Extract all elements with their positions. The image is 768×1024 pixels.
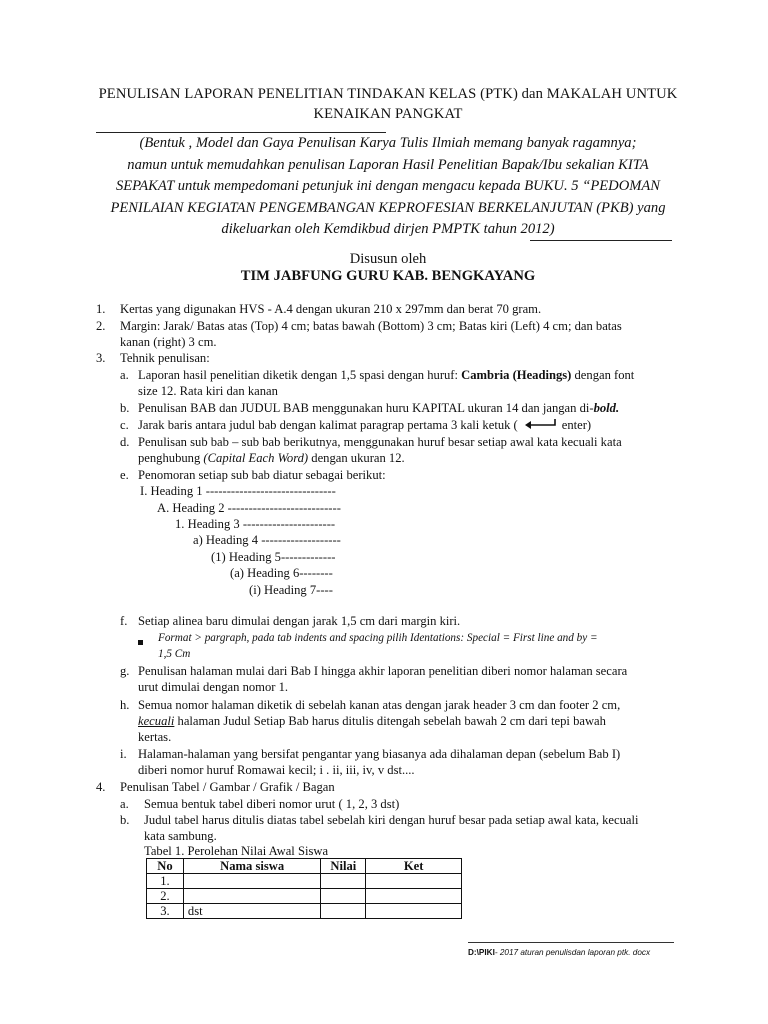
sub-4b-text: kata sambung. xyxy=(144,829,217,843)
sub-d-text-italic: (Capital Each Word) xyxy=(203,451,309,465)
sub-a-text-pre: Laporan hasil penelitian diketik dengan 1,5 spasi dengan huruf: xyxy=(138,368,462,382)
intro-note xyxy=(92,133,684,241)
footer-rule xyxy=(468,942,674,943)
table-cell: 3. xyxy=(147,904,184,919)
sub-4a-text: Semua bentuk tabel diberi nomor urut ( 1, 2, 3 dst) xyxy=(144,797,400,811)
intro-line: dikeluarkan oleh Kemdikbud dirjen PMPTK tahun 2012) xyxy=(221,221,555,237)
sub-c-text-post: enter) xyxy=(561,418,592,432)
sub-d-text-post: dengan ukuran 12. xyxy=(308,451,405,465)
sub-a-text: size 12. Rata kiri dan kanan xyxy=(138,384,278,398)
heading-level-5: (1) Heading 5------------- xyxy=(211,550,336,564)
table-row xyxy=(147,874,462,889)
score-table xyxy=(146,858,462,919)
column-header: Nilai xyxy=(321,859,366,874)
table-cell: 2. xyxy=(147,889,184,904)
sub-a-text-bold: Cambria (Headings) xyxy=(461,368,572,382)
sub-b-text xyxy=(138,400,619,416)
sub-letter: f. xyxy=(120,614,128,628)
table-cell: dst xyxy=(183,904,320,919)
sub-h-text-rest: halaman Judul Setiap Bab harus ditulis ditengah sebelah bawah 2 cm dari tepi bawah xyxy=(174,714,606,728)
sub-letter: e. xyxy=(120,468,129,482)
sub-letter: a. xyxy=(120,368,129,382)
sub-letter: d. xyxy=(120,435,130,449)
sub-h-text-underline: kecuali xyxy=(138,714,175,728)
heading-level-7: (i) Heading 7---- xyxy=(249,583,333,597)
sub-i-text: Halaman-halaman yang bersifat pengantar yang biasanya ada dihalaman depan (sebelum Bab I) xyxy=(138,747,621,761)
sub-d-text: Penulisan sub bab – sub bab berikutnya, menggunakan huruf besar setiap awal kata kecuali kata xyxy=(138,435,622,449)
format-note: Format > pargraph, pada tab indents and spacing pilih Identations: Special = First line and by = xyxy=(158,632,598,644)
sub-g-text: urut dimulai dengan nomor 1. xyxy=(138,680,289,694)
sub-letter: h. xyxy=(120,698,130,712)
sub-a-text-post: dengan font xyxy=(571,368,635,382)
item-2-text: Margin: Jarak/ Batas atas (Top) 4 cm; batas bawah (Bottom) 3 cm; Batas kiri (Left) 4 cm; dan batas xyxy=(120,319,622,333)
item-4-text: Penulisan Tabel / Gambar / Grafik / Bagan xyxy=(120,780,335,794)
sub-c-text xyxy=(138,417,591,434)
heading-level-4: a) Heading 4 ------------------- xyxy=(193,533,341,547)
table-cell: 1. xyxy=(147,874,184,889)
table-cell xyxy=(183,874,320,889)
sub-g-text: Penulisan halaman mulai dari Bab I hingga akhir laporan penelitian diberi nomor halaman secara xyxy=(138,664,628,678)
sub-4b-text: Judul tabel harus ditulis diatas tabel sebelah kiri dengan huruf besar pada setiap awal kata, kecuali xyxy=(144,813,639,827)
document-title xyxy=(88,84,688,124)
sub-b-text-bold: bold. xyxy=(593,401,620,415)
intro-rule xyxy=(530,240,672,241)
table-cell xyxy=(321,889,366,904)
table-row xyxy=(147,904,462,919)
sub-letter: b. xyxy=(120,401,130,415)
sub-d-text xyxy=(138,450,405,466)
footer-rest: - 2017 aturan penulisdan laporan ptk. docx xyxy=(494,948,651,957)
sub-h-text: kertas. xyxy=(138,730,172,744)
byline-disusun: Disusun oleh xyxy=(349,251,427,267)
sub-letter: c. xyxy=(120,418,129,432)
format-note: 1,5 Cm xyxy=(158,648,191,660)
item-1-text: Kertas yang digunakan HVS - A.4 dengan ukuran 210 x 297mm dan berat 70 gram. xyxy=(120,302,542,316)
heading-level-3: 1. Heading 3 ---------------------- xyxy=(175,517,336,531)
intro-line: PENILAIAN KEGIATAN PENGEMBANGAN KEPROFESIAN BERKELANJUTAN (PKB) yang xyxy=(110,199,666,216)
table-caption: Tabel 1. Perolehan Nilai Awal Siswa xyxy=(144,844,329,858)
sub-c-text-pre: Jarak baris antara judul bab dengan kalimat paragrap pertama 3 kali ketuk ( xyxy=(138,418,518,432)
sub-i-text: diberi nomor huruf Romawai kecil; i . ii, iii, iv, v dst.... xyxy=(138,763,415,777)
sub-a-text xyxy=(138,367,634,383)
table-cell xyxy=(321,874,366,889)
sub-h-text xyxy=(138,713,606,729)
title-line-1: PENULISAN LAPORAN PENELITIAN TINDAKAN KELAS (PTK) dan MAKALAH UNTUK xyxy=(98,86,678,102)
table-cell xyxy=(183,889,320,904)
intro-line: (Bentuk , Model dan Gaya Penulisan Karya Tulis Ilmiah memang banyak ragamnya; xyxy=(139,135,637,151)
heading-level-2: A. Heading 2 --------------------------- xyxy=(157,501,341,515)
item-3-text: Tehnik penulisan: xyxy=(120,351,210,365)
heading-level-6: (a) Heading 6-------- xyxy=(230,566,333,580)
table-cell xyxy=(366,874,462,889)
item-number: 1. xyxy=(96,302,106,316)
byline-team: TIM JABFUNG GURU KAB. BENGKAYANG xyxy=(240,268,536,284)
column-header: Nama siswa xyxy=(183,859,320,874)
table-cell xyxy=(366,904,462,919)
table-header-row xyxy=(147,859,462,874)
sub-b-text-pre: Penulisan BAB dan JUDUL BAB menggunakan huru KAPITAL ukuran 14 dan jangan di- xyxy=(138,401,594,415)
sub-f-text: Setiap alinea baru dimulai dengan jarak 1,5 cm dari margin kiri. xyxy=(138,614,461,628)
intro-line: SEPAKAT untuk mempedomani petunjuk ini dengan mengacu kepada BUKU. 5 “PEDOMAN xyxy=(115,178,661,194)
item-number: 2. xyxy=(96,319,106,333)
sub-letter: a. xyxy=(120,797,129,811)
sub-e-text: Penomoran setiap sub bab diatur sebagai berikut: xyxy=(138,468,386,482)
sub-letter: i. xyxy=(120,747,127,761)
sub-h-text: Semua nomor halaman diketik di sebelah kanan atas dengan jarak header 3 cm dan footer 2 cm, xyxy=(138,698,621,712)
title-line-2: KENAIKAN PANGKAT xyxy=(313,106,463,122)
column-header: No xyxy=(147,859,184,874)
sub-d-text-pre: penghubung xyxy=(138,451,204,465)
item-number: 4. xyxy=(96,780,106,794)
item-2-text: kanan (right) 3 cm. xyxy=(120,335,217,349)
table-cell xyxy=(321,904,366,919)
item-number: 3. xyxy=(96,351,106,365)
footer-path: D:\PIKI xyxy=(468,948,495,957)
sub-letter: b. xyxy=(120,813,130,827)
intro-line: namun untuk memudahkan penulisan Laporan Hasil Penelitian Bapak/Ibu sekalian KITA xyxy=(127,156,649,173)
enter-key-icon xyxy=(524,418,558,434)
table-row xyxy=(147,889,462,904)
footer-filename xyxy=(468,948,678,958)
sub-letter: g. xyxy=(120,664,130,678)
column-header: Ket xyxy=(366,859,462,874)
heading-level-1: I. Heading 1 ------------------------------- xyxy=(140,484,336,498)
table-cell xyxy=(366,889,462,904)
bullet-square-icon xyxy=(138,633,143,649)
